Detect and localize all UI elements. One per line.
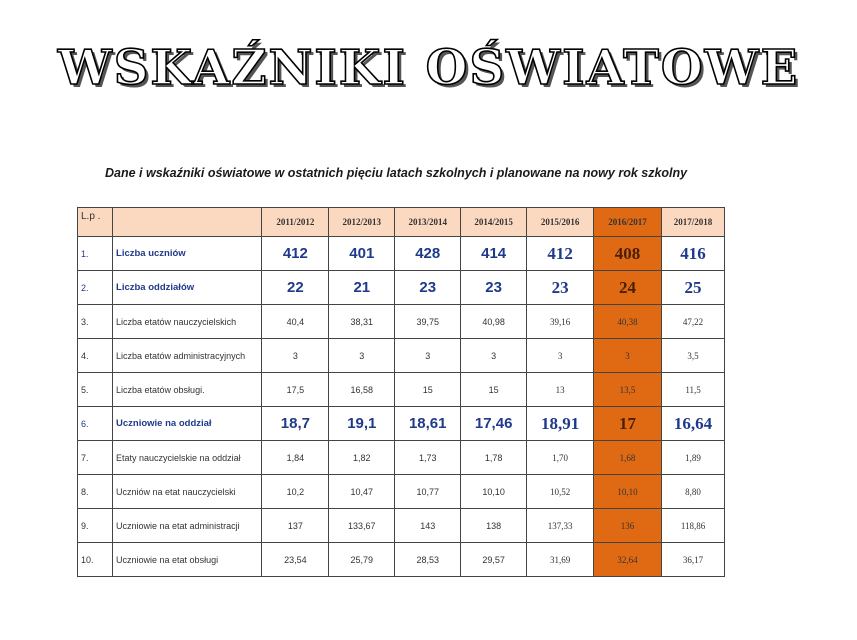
value-cell: 1,68 xyxy=(594,441,662,475)
table-caption: Dane i wskaźniki oświatowe w ostatnich pięciu latach szkolnych i planowane na nowy rok szkolny xyxy=(105,166,688,180)
header-year: 2016/2017 xyxy=(594,208,662,237)
value-cell: 17,5 xyxy=(262,373,329,407)
value-cell: 31,69 xyxy=(527,543,594,577)
row-label: Liczba etatów nauczycielskich xyxy=(113,305,262,339)
value-cell: 21 xyxy=(329,271,395,305)
table-row xyxy=(78,373,725,407)
value-cell: 38,31 xyxy=(329,305,395,339)
value-cell: 412 xyxy=(262,237,329,271)
value-cell: 10,10 xyxy=(461,475,527,509)
value-cell: 133,67 xyxy=(329,509,395,543)
value-cell: 40,38 xyxy=(594,305,662,339)
row-number: 4. xyxy=(78,339,113,373)
value-cell: 3 xyxy=(395,339,461,373)
value-cell: 138 xyxy=(461,509,527,543)
header-year: 2011/2012 xyxy=(262,208,329,237)
table-row xyxy=(78,237,725,271)
value-cell: 118,86 xyxy=(662,509,725,543)
value-cell: 23 xyxy=(527,271,594,305)
row-number: 9. xyxy=(78,509,113,543)
table-row xyxy=(78,271,725,305)
value-cell: 23,54 xyxy=(262,543,329,577)
header-year: 2015/2016 xyxy=(527,208,594,237)
value-cell: 25 xyxy=(662,271,725,305)
table-row xyxy=(78,305,725,339)
value-cell: 18,91 xyxy=(527,407,594,441)
value-cell: 10,52 xyxy=(527,475,594,509)
value-cell: 25,79 xyxy=(329,543,395,577)
value-cell: 15 xyxy=(395,373,461,407)
row-label: Liczba etatów obsługi. xyxy=(113,373,262,407)
value-cell: 3,5 xyxy=(662,339,725,373)
value-cell: 10,77 xyxy=(395,475,461,509)
value-cell: 1,73 xyxy=(395,441,461,475)
value-cell: 416 xyxy=(662,237,725,271)
value-cell: 39,75 xyxy=(395,305,461,339)
value-cell: 414 xyxy=(461,237,527,271)
page-title: WSKAŹNIKI OŚWIATOWE xyxy=(57,40,800,96)
value-cell: 3 xyxy=(527,339,594,373)
header-year: 2014/2015 xyxy=(461,208,527,237)
value-cell: 16,64 xyxy=(662,407,725,441)
value-cell: 10,2 xyxy=(262,475,329,509)
row-number: 1. xyxy=(78,237,113,271)
value-cell: 29,57 xyxy=(461,543,527,577)
value-cell: 36,17 xyxy=(662,543,725,577)
indicators-table xyxy=(77,207,725,577)
row-number: 10. xyxy=(78,543,113,577)
value-cell: 19,1 xyxy=(329,407,395,441)
row-label: Liczba uczniów xyxy=(113,237,262,271)
table-row xyxy=(78,475,725,509)
value-cell: 39,16 xyxy=(527,305,594,339)
value-cell: 16,58 xyxy=(329,373,395,407)
value-cell: 32,64 xyxy=(594,543,662,577)
value-cell: 40,98 xyxy=(461,305,527,339)
table-row xyxy=(78,543,725,577)
value-cell: 3 xyxy=(461,339,527,373)
value-cell: 1,89 xyxy=(662,441,725,475)
value-cell: 18,7 xyxy=(262,407,329,441)
value-cell: 1,78 xyxy=(461,441,527,475)
header-lp: L.p . xyxy=(78,208,113,237)
value-cell: 3 xyxy=(329,339,395,373)
header-year: 2017/2018 xyxy=(662,208,725,237)
row-number: 7. xyxy=(78,441,113,475)
value-cell: 10,47 xyxy=(329,475,395,509)
row-label: Etaty nauczycielskie na oddział xyxy=(113,441,262,475)
table-row xyxy=(78,339,725,373)
row-label: Liczba etatów administracyjnych xyxy=(113,339,262,373)
value-cell: 24 xyxy=(594,271,662,305)
table-row xyxy=(78,441,725,475)
row-label: Uczniów na etat nauczycielski xyxy=(113,475,262,509)
value-cell: 137,33 xyxy=(527,509,594,543)
value-cell: 47,22 xyxy=(662,305,725,339)
value-cell: 1,84 xyxy=(262,441,329,475)
value-cell: 3 xyxy=(594,339,662,373)
value-cell: 412 xyxy=(527,237,594,271)
row-number: 8. xyxy=(78,475,113,509)
value-cell: 143 xyxy=(395,509,461,543)
row-label: Liczba oddziałów xyxy=(113,271,262,305)
value-cell: 428 xyxy=(395,237,461,271)
row-number: 6. xyxy=(78,407,113,441)
value-cell: 23 xyxy=(395,271,461,305)
value-cell: 10,10 xyxy=(594,475,662,509)
table-row xyxy=(78,407,725,441)
value-cell: 40,4 xyxy=(262,305,329,339)
value-cell: 11,5 xyxy=(662,373,725,407)
value-cell: 8,80 xyxy=(662,475,725,509)
value-cell: 137 xyxy=(262,509,329,543)
value-cell: 22 xyxy=(262,271,329,305)
value-cell: 15 xyxy=(461,373,527,407)
header-year: 2013/2014 xyxy=(395,208,461,237)
value-cell: 13 xyxy=(527,373,594,407)
table-row xyxy=(78,509,725,543)
row-number: 5. xyxy=(78,373,113,407)
value-cell: 18,61 xyxy=(395,407,461,441)
value-cell: 401 xyxy=(329,237,395,271)
value-cell: 13,5 xyxy=(594,373,662,407)
row-number: 2. xyxy=(78,271,113,305)
row-label: Uczniowie na oddział xyxy=(113,407,262,441)
value-cell: 28,53 xyxy=(395,543,461,577)
header-blank xyxy=(113,208,262,237)
value-cell: 3 xyxy=(262,339,329,373)
row-label: Uczniowie na etat obsługi xyxy=(113,543,262,577)
value-cell: 136 xyxy=(594,509,662,543)
value-cell: 23 xyxy=(461,271,527,305)
table-header-row xyxy=(78,208,725,237)
row-label: Uczniowie na etat administracji xyxy=(113,509,262,543)
row-number: 3. xyxy=(78,305,113,339)
header-year: 2012/2013 xyxy=(329,208,395,237)
value-cell: 408 xyxy=(594,237,662,271)
value-cell: 1,82 xyxy=(329,441,395,475)
value-cell: 1,70 xyxy=(527,441,594,475)
value-cell: 17 xyxy=(594,407,662,441)
value-cell: 17,46 xyxy=(461,407,527,441)
